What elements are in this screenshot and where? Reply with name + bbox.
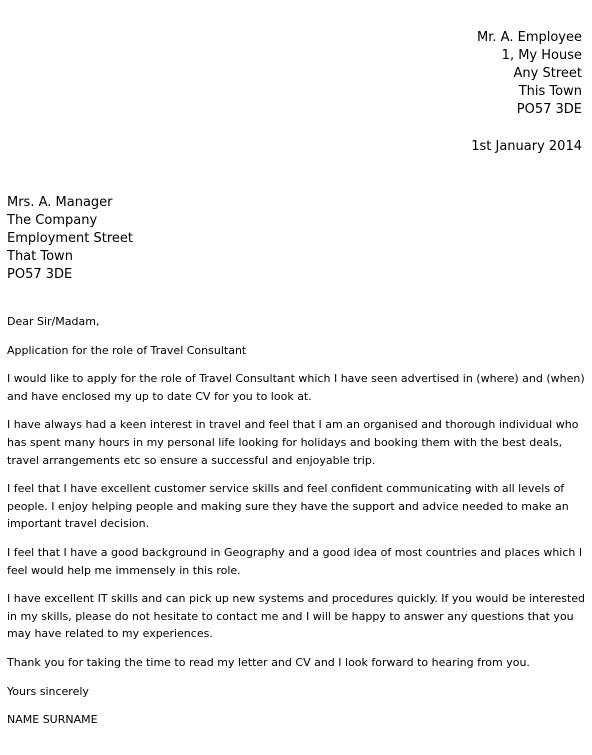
letter-body: [7, 313, 589, 729]
sender-postcode: PO57 3DE: [516, 102, 582, 117]
paragraph-thanks: Thank you for taking the time to read my letter and CV and I look forward to hearing from you.: [7, 655, 530, 669]
recipient-company: The Company: [7, 213, 98, 228]
sender-town: This Town: [518, 84, 582, 99]
closing: Yours sincerely: [7, 684, 89, 698]
paragraph-interest: I have always had a keen interest in travel and feel that I am an organised and thorough individual who has spent many hours in my personal life looking for holidays and booking them with the best deals, travel arrangements etc so ensure a successful and enjoyable trip.: [7, 418, 579, 467]
paragraph-it-skills: I have excellent IT skills and can pick up new systems and procedures quickly. If you would be interested in my skills, please do not hesitate to contact me and I will be happy to answer any questions that you may have related to my experiences.: [7, 592, 586, 641]
sender-address: [477, 29, 582, 119]
recipient-street: Employment Street: [7, 231, 134, 246]
recipient-town: That Town: [7, 249, 73, 264]
paragraph-geography: I feel that I have a good background in Geography and a good idea of most countries and places which I feel would help me immensely in this role.: [7, 545, 583, 577]
paragraph-intro: I would like to apply for the role of Travel Consultant which I have seen advertised in (where) and (when) and have enclosed my up to date CV for you to look at.: [7, 372, 585, 403]
subject-line: Application for the role of Travel Consultant: [7, 343, 247, 357]
sender-address-line-1: 1, My House: [501, 48, 582, 63]
recipient-postcode: PO57 3DE: [7, 267, 73, 282]
recipient-address: [7, 194, 133, 284]
sender-street: Any Street: [513, 66, 582, 81]
signature: NAME SURNAME: [7, 713, 98, 727]
recipient-name: Mrs. A. Manager: [7, 195, 113, 210]
sender-name: Mr. A. Employee: [477, 30, 582, 45]
salutation: Dear Sir/Madam,: [7, 315, 100, 328]
paragraph-customer-service: I feel that I have excellent customer service skills and feel confident communicating with all levels of people. I enjoy helping people and making sure they have the support and advice needed to make an important travel decision.: [7, 482, 569, 531]
letter-date: 1st January 2014: [471, 139, 582, 154]
